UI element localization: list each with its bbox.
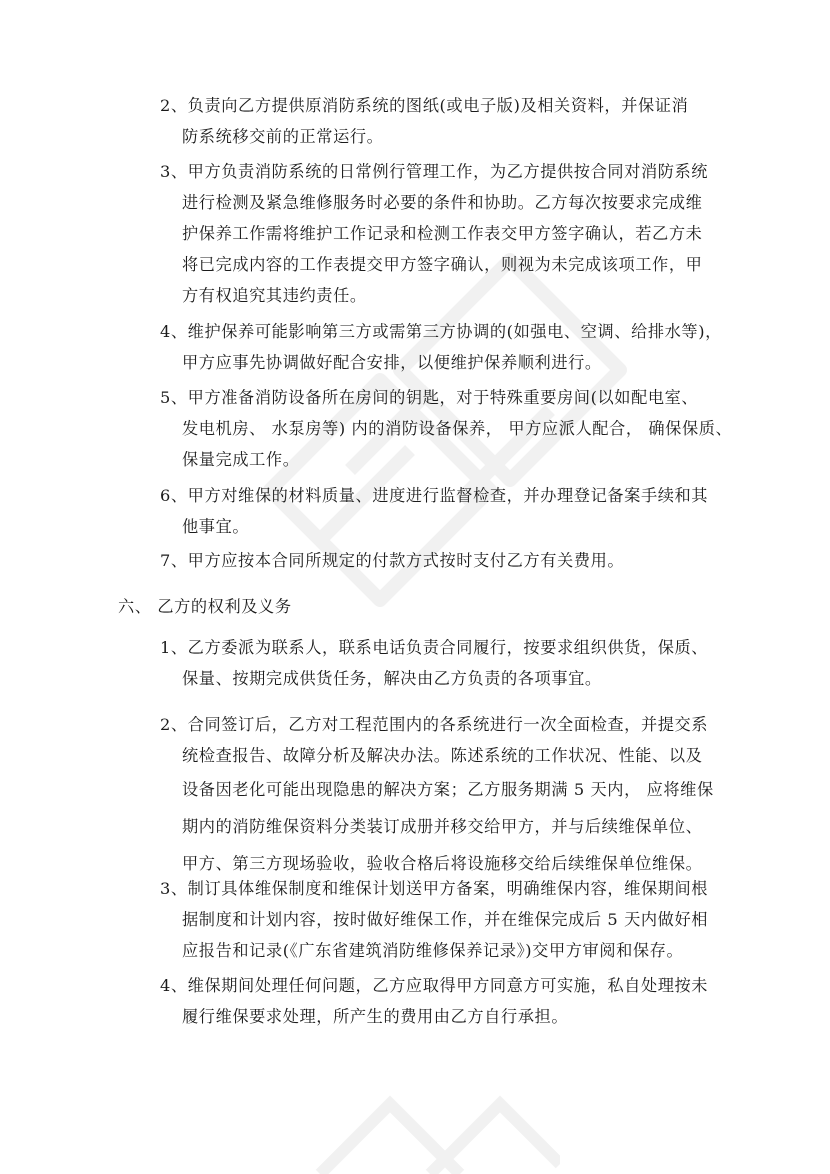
duty-line: 保量、按期完成供货任务，解决由乙方负责的各项事宜。	[182, 669, 602, 688]
duty-line: 应报告和记录(《广东省建筑消防维修保养记录》)交甲方审阅和保存。	[182, 941, 684, 960]
party-a-duty-7	[160, 545, 624, 576]
duty-line: 3、制订具体维保制度和维保计划送甲方备案，明确维保内容，维保期间根	[160, 879, 709, 898]
party-b-duty-2	[160, 709, 708, 771]
duty-line: 进行检测及紧急维修服务时必要的条件和协助。乙方每次按要求完成维	[182, 193, 703, 212]
duty-line: 期内的消防维保资料分类装订成册并移交给甲方，并与后续维保单位、	[182, 817, 703, 836]
duty-line: 他事宜。	[182, 517, 250, 536]
duty-line: 设备因老化可能出现隐患的解决方案；乙方服务期满 5 天内， 应将维保	[182, 780, 714, 799]
duty-line: 统检查报告、故障分析及解决办法。陈述系统的工作状况、性能、以及	[182, 746, 703, 765]
duty-line: 1、乙方委派为联系人，联系电话负责合同履行，按要求组织供货，保质、	[160, 638, 709, 657]
duty-line: 方有权追究其违约责任。	[182, 286, 367, 305]
party-b-duty-1	[160, 632, 708, 694]
duty-line: 6、甲方对维保的材料质量、进度进行监督检查，并办理登记备案手续和其	[160, 486, 709, 505]
watermark-logo-icon-lower	[300, 1070, 560, 1174]
duty-line: 发电机房、 水泵房等) 内的消防设备保养， 甲方应派人配合， 确保保质、	[182, 419, 733, 438]
party-b-duty-2-continued	[182, 771, 714, 882]
duty-line: 据制度和计划内容，按时做好维保工作，并在维保完成后 5 天内做好相	[182, 910, 709, 929]
section-six-heading: 六、 乙方的权利及义务	[118, 597, 292, 616]
duty-line: 甲方、第三方现场验收，验收合格后将设施移交给后续维保单位维保。	[182, 854, 703, 873]
duty-line: 履行维保要求处理，所产生的费用由乙方自行承担。	[182, 1007, 569, 1026]
duty-line: 2、合同签订后，乙方对工程范围内的各系统进行一次全面检查，并提交系	[160, 715, 709, 734]
party-a-duty-5	[160, 382, 732, 475]
duty-line: 5、甲方准备消防设备所在房间的钥匙，对于特殊重要房间(以如配电室、	[160, 388, 699, 407]
duty-line: 4、维护保养可能影响第三方或需第三方协调的(如强电、空调、给排水等)，	[160, 322, 722, 341]
party-a-duty-3	[160, 156, 708, 311]
duty-line: 将已完成内容的工作表提交甲方签字确认，则视为未完成该项工作，甲	[182, 255, 703, 274]
party-a-duty-2	[160, 90, 688, 152]
duty-line: 防系统移交前的正常运行。	[182, 127, 384, 146]
duty-line: 3、甲方负责消防系统的日常例行管理工作，为乙方提供按合同对消防系统	[160, 162, 709, 181]
party-b-duty-3	[160, 873, 708, 966]
duty-line: 保量完成工作。	[182, 450, 300, 469]
duty-line: 4、维保期间处理任何问题，乙方应取得甲方同意方可实施，私自处理按未	[160, 976, 709, 995]
party-a-duty-6	[160, 480, 708, 542]
duty-line: 7、甲方应按本合同所规定的付款方式按时支付乙方有关费用。	[160, 551, 625, 570]
duty-line: 护保养工作需将维护工作记录和检测工作表交甲方签字确认，若乙方未	[182, 224, 703, 243]
duty-line: 2、负责向乙方提供原消防系统的图纸(或电子版)及相关资料，并保证消	[160, 96, 689, 115]
party-a-duty-4	[160, 316, 722, 378]
duty-line: 甲方应事先协调做好配合安排，以便维护保养顺利进行。	[182, 353, 602, 372]
party-b-duty-4	[160, 970, 708, 1032]
